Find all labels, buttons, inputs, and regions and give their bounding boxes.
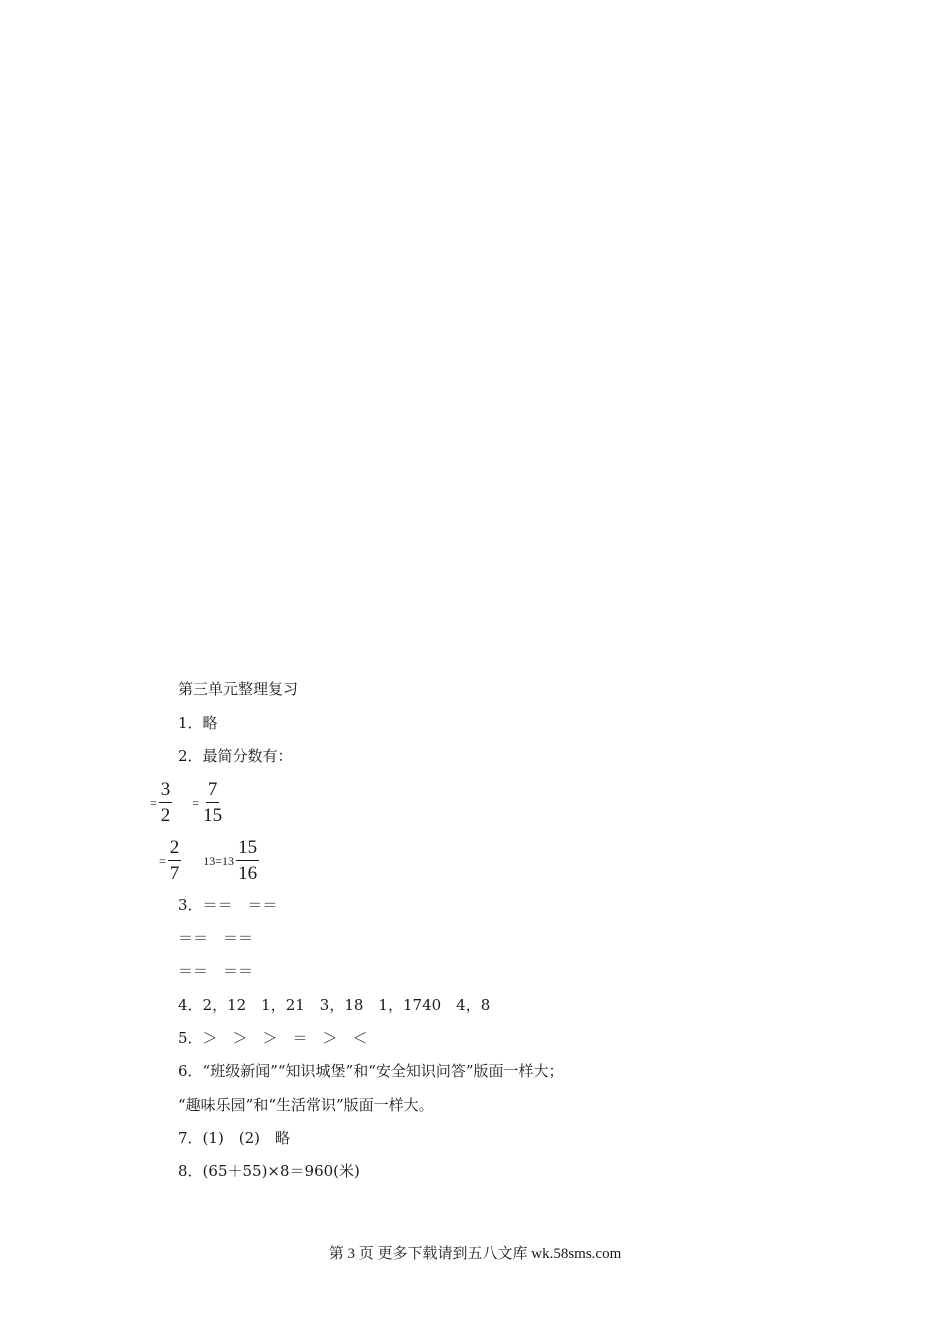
fraction-denominator: 15 bbox=[203, 805, 223, 826]
fraction-numerator: 7 bbox=[206, 779, 220, 803]
fraction-prefix: = bbox=[159, 853, 166, 868]
answer-6-line-2: “趣味乐园”和“生活常识”版面一样大。 bbox=[178, 1096, 434, 1114]
fraction-row-1 bbox=[150, 778, 226, 828]
fraction bbox=[159, 779, 173, 827]
answer-1: 1．略 bbox=[178, 714, 218, 732]
fraction-numerator: 15 bbox=[236, 837, 259, 861]
fraction-prefix: = bbox=[192, 795, 200, 810]
answer-8: 8．(65＋55)×8＝960(米) bbox=[178, 1162, 360, 1180]
fraction-denominator: 2 bbox=[160, 805, 171, 826]
fraction-prefix: 13=13 bbox=[203, 853, 235, 868]
answer-3-line-2: ＝＝ ＝＝ bbox=[178, 929, 254, 947]
section-title: 第三单元整理复习 bbox=[178, 680, 299, 698]
fraction-row-2 bbox=[159, 836, 261, 886]
fraction-numerator: 3 bbox=[159, 779, 173, 803]
answer-4: 4．2，12 1，21 3，18 1，1740 4，8 bbox=[178, 996, 491, 1014]
answer-3-line-1: 3．＝＝ ＝＝ bbox=[178, 896, 278, 914]
answer-3-line-3: ＝＝ ＝＝ bbox=[178, 962, 254, 980]
fraction-denominator: 7 bbox=[169, 863, 180, 884]
fraction bbox=[236, 837, 259, 885]
answer-6-line-1: 6．“班级新闻”“知识城堡”和“安全知识问答”版面一样大； bbox=[178, 1062, 564, 1080]
answer-2-heading: 2．最简分数有： bbox=[178, 747, 293, 765]
fraction-prefix: = bbox=[150, 795, 157, 810]
answer-7: 7．(1) (2) 略 bbox=[178, 1129, 291, 1147]
fraction-numerator: 2 bbox=[168, 837, 182, 861]
fraction-denominator: 16 bbox=[238, 863, 258, 884]
fraction bbox=[168, 837, 182, 885]
page-footer: 第 3 页 更多下载请到五八文库 wk.58sms.com bbox=[328, 1246, 622, 1262]
fraction bbox=[201, 779, 224, 827]
answer-5: 5．＞ ＞ ＞ ＝ ＞ ＜ bbox=[178, 1029, 368, 1047]
